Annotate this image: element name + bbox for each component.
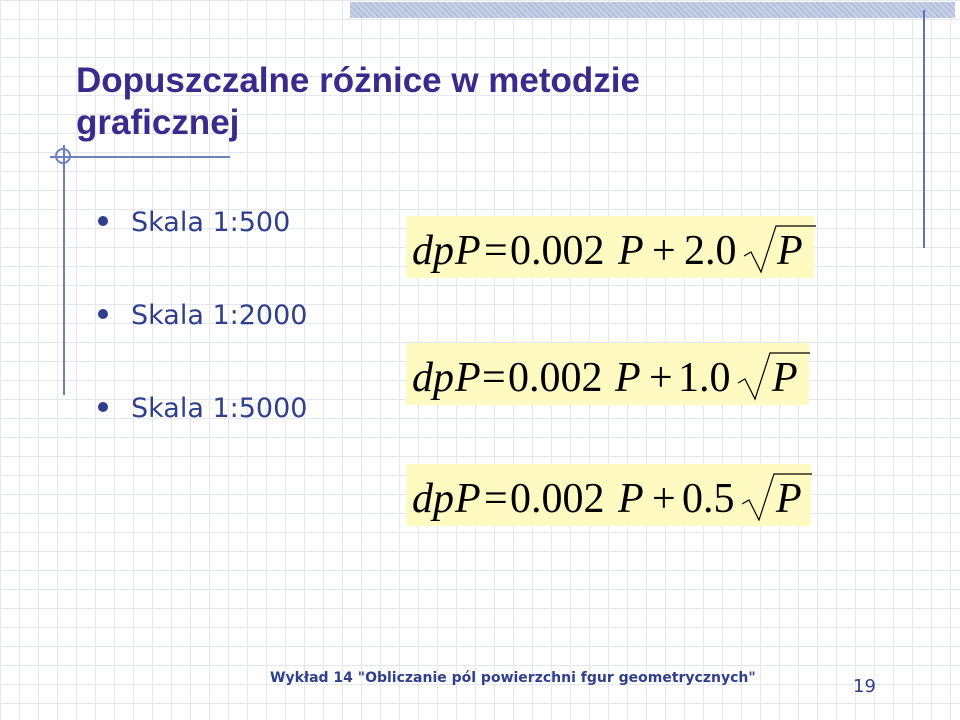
slide-footer: Wykład 14 "Obliczanie pól powierzchni fgur geometrycznych" xyxy=(270,670,756,686)
bullet-dot-icon xyxy=(98,402,108,412)
bullet-item-scale-5000 xyxy=(98,393,358,424)
formula-constant: 2.0 xyxy=(684,228,737,274)
bullet-label: Skala 1:5000 xyxy=(131,393,308,424)
formula-constant: 0.5 xyxy=(682,476,735,522)
radical-sign-icon xyxy=(406,464,811,526)
formula-constant: 1.0 xyxy=(678,355,731,401)
formula-coefficient: 0.002 xyxy=(510,228,605,274)
formula-lhs-var: P xyxy=(455,355,481,401)
decorative-right-rule xyxy=(923,10,925,248)
formula-plus: + xyxy=(649,355,673,401)
formula-scale-5000 xyxy=(406,464,811,526)
formula-plus: + xyxy=(652,228,676,274)
bullet-label: Skala 1:500 xyxy=(131,207,291,238)
bullet-label: Skala 1:2000 xyxy=(131,300,308,331)
formula-lhs: dp xyxy=(412,228,454,274)
formula-var: P xyxy=(618,228,644,274)
formula-coefficient: 0.002 xyxy=(510,476,605,522)
formula-var: P xyxy=(618,476,644,522)
page-number: 19 xyxy=(853,676,876,697)
radical-sign-icon xyxy=(406,216,814,278)
formula-root-var: P xyxy=(777,228,803,274)
formula-var: P xyxy=(615,355,641,401)
formula-equals: = xyxy=(484,476,508,522)
radical-sign-icon xyxy=(406,343,809,405)
formula-lhs-var: P xyxy=(455,228,481,274)
formula-equals: = xyxy=(484,228,508,274)
decorative-left-rule xyxy=(63,145,65,395)
decorative-top-band xyxy=(350,2,955,18)
formula-coefficient: 0.002 xyxy=(508,355,603,401)
formula-root-var: P xyxy=(772,355,798,401)
bullet-dot-icon xyxy=(98,216,108,226)
slide-title: Dopuszczalne różnice w metodzie graficznej xyxy=(76,61,640,142)
formula-scale-500 xyxy=(406,216,814,278)
bullet-dot-icon xyxy=(98,309,108,319)
formula-lhs: dp xyxy=(412,355,454,401)
bullet-item-scale-500 xyxy=(98,207,358,238)
bullet-item-scale-2000 xyxy=(98,300,358,331)
formula-root-var: P xyxy=(776,476,802,522)
formula-scale-2000 xyxy=(406,343,809,405)
formula-lhs: dp xyxy=(412,476,454,522)
formula-equals: = xyxy=(482,355,506,401)
formula-lhs-var: P xyxy=(455,476,481,522)
title-underline xyxy=(50,156,230,158)
title-circle-ornament xyxy=(55,148,71,164)
formula-plus: + xyxy=(652,476,676,522)
